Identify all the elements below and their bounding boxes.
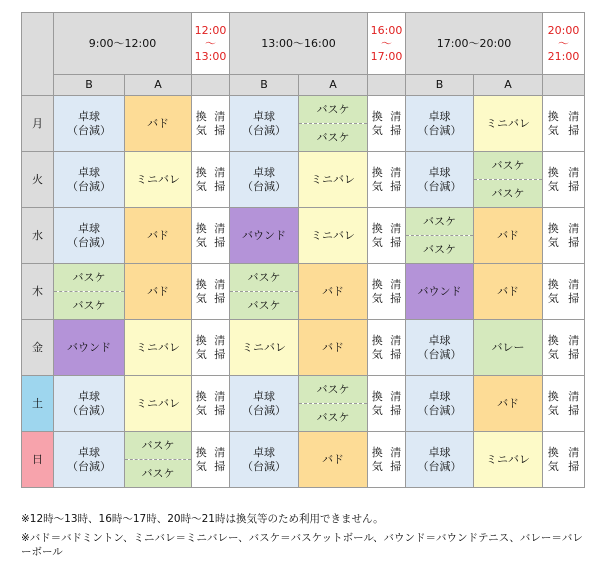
ventilation-char: 清 <box>390 446 402 460</box>
activity-cell <box>299 208 368 264</box>
ventilation-char: 換 <box>371 110 383 124</box>
ventilation-cell <box>368 320 406 376</box>
ventilation-cell <box>543 320 585 376</box>
ventilation-grid <box>368 390 405 416</box>
ventilation-char: 換 <box>371 446 383 460</box>
ventilation-char: 掃 <box>568 403 580 417</box>
activity-cell: バスケ <box>54 264 125 292</box>
ventilation-cell <box>192 208 230 264</box>
activity-cell: バスケ <box>230 292 299 320</box>
activity-cell: バスケ <box>299 404 368 432</box>
gap-blank <box>368 75 406 96</box>
ventilation-char: 換 <box>371 166 383 180</box>
activity-label: （台減） <box>242 403 286 417</box>
ventilation-cell <box>543 376 585 432</box>
ventilation-char: 気 <box>195 235 207 249</box>
ventilation-char: 清 <box>568 334 580 348</box>
ventilation-char: 清 <box>214 166 226 180</box>
ventilation-cell <box>192 264 230 320</box>
ventilation-char: 換 <box>371 278 383 292</box>
ventilation-grid <box>368 334 405 360</box>
ventilation-char: 気 <box>371 291 383 305</box>
activity-label: 卓球 <box>78 166 100 180</box>
activity-cell: バスケ <box>230 264 299 292</box>
activity-cell <box>230 432 299 488</box>
ventilation-char: 清 <box>390 334 402 348</box>
ventilation-char: 清 <box>568 390 580 404</box>
activity-label: （台減） <box>417 403 462 417</box>
activity-cell <box>474 96 543 152</box>
activity-label: （台減） <box>67 235 111 249</box>
ventilation-char: 清 <box>390 166 402 180</box>
activity-label: ミニバレ <box>486 116 530 130</box>
activity-cell <box>230 152 299 208</box>
ventilation-char: 掃 <box>568 123 580 137</box>
ventilation-char: 気 <box>547 123 559 137</box>
activity-cell <box>125 96 192 152</box>
ventilation-char: 気 <box>195 347 207 361</box>
activity-label: 卓球 <box>428 110 451 124</box>
activity-cell <box>406 320 474 376</box>
activity-cell <box>125 208 192 264</box>
ventilation-char: 気 <box>371 123 383 137</box>
activity-cell <box>230 208 299 264</box>
day-label: 金 <box>22 320 54 376</box>
activity-cell <box>474 376 543 432</box>
activity-label: （台減） <box>67 459 111 473</box>
activity-cell <box>230 96 299 152</box>
ventilation-char: 清 <box>390 110 402 124</box>
activity-label: 卓球 <box>428 334 451 348</box>
schedule-body <box>22 96 585 488</box>
activity-label: ミニバレ <box>136 396 180 410</box>
activity-label: 卓球 <box>253 446 275 460</box>
ventilation-char: 気 <box>371 347 383 361</box>
ventilation-cell <box>192 320 230 376</box>
ventilation-char: 清 <box>390 222 402 236</box>
activity-cell <box>406 264 474 320</box>
gap-blank <box>192 75 230 96</box>
activity-label: バド <box>147 284 169 298</box>
ventilation-char: 掃 <box>568 459 580 473</box>
ventilation-char: 掃 <box>390 179 402 193</box>
ventilation-char: 換 <box>547 446 559 460</box>
activity-label: ミニバレ <box>136 172 180 186</box>
day-label: 月 <box>22 96 54 152</box>
activity-label: バド <box>322 284 344 298</box>
activity-cell <box>474 264 543 320</box>
ventilation-grid <box>192 446 229 472</box>
ventilation-char: 掃 <box>390 347 402 361</box>
activity-cell <box>406 432 474 488</box>
header-corner <box>22 13 54 96</box>
ventilation-char: 清 <box>214 110 226 124</box>
activity-cell <box>230 376 299 432</box>
ventilation-char: 掃 <box>390 459 402 473</box>
activity-label: 卓球 <box>428 446 451 460</box>
activity-label: 卓球 <box>428 390 451 404</box>
activity-label: バド <box>322 340 344 354</box>
ventilation-grid <box>192 110 229 136</box>
slot-morning-header: 9:00～12:00 <box>54 13 192 75</box>
ventilation-char: 気 <box>195 459 207 473</box>
activity-cell: バスケ <box>474 152 543 180</box>
activity-cell <box>54 432 125 488</box>
day-row <box>22 264 585 292</box>
ventilation-char: 換 <box>195 390 207 404</box>
ventilation-char: 換 <box>547 222 559 236</box>
ventilation-char: 気 <box>371 179 383 193</box>
ventilation-cell <box>192 96 230 152</box>
day-label: 水 <box>22 208 54 264</box>
ventilation-char: 清 <box>214 334 226 348</box>
ventilation-char: 換 <box>195 222 207 236</box>
ventilation-grid <box>543 222 584 248</box>
activity-label: （台減） <box>242 179 286 193</box>
day-row <box>22 152 585 180</box>
activity-label: （台減） <box>242 123 286 137</box>
ventilation-cell <box>543 432 585 488</box>
ventilation-char: 掃 <box>214 235 226 249</box>
ventilation-char: 掃 <box>568 291 580 305</box>
day-label: 土 <box>22 376 54 432</box>
activity-label: バド <box>497 396 519 410</box>
ventilation-char: 清 <box>568 166 580 180</box>
gap-noon-header: 12:00 ～ 13:00 <box>192 13 230 75</box>
activity-cell <box>125 376 192 432</box>
activity-cell <box>125 320 192 376</box>
ventilation-char: 換 <box>547 390 559 404</box>
day-row <box>22 376 585 404</box>
activity-label: ミニバレ <box>311 228 355 242</box>
ventilation-char: 清 <box>214 222 226 236</box>
activity-label: 卓球 <box>253 110 275 124</box>
activity-label: 卓球 <box>78 110 100 124</box>
ventilation-char: 掃 <box>390 123 402 137</box>
activity-label: （台減） <box>417 179 462 193</box>
ventilation-char: 気 <box>547 291 559 305</box>
activity-cell <box>54 376 125 432</box>
slot-night-header: 17:00～20:00 <box>406 13 543 75</box>
activity-cell <box>54 320 125 376</box>
activity-label: バド <box>147 116 169 130</box>
ventilation-char: 換 <box>547 166 559 180</box>
ventilation-cell <box>368 208 406 264</box>
day-row <box>22 320 585 348</box>
day-row <box>22 208 585 236</box>
ventilation-char: 換 <box>547 278 559 292</box>
ventilation-char: 清 <box>568 278 580 292</box>
activity-label: 卓球 <box>253 166 275 180</box>
court-a-header: A <box>474 75 543 96</box>
ventilation-char: 気 <box>547 235 559 249</box>
ventilation-char: 掃 <box>214 459 226 473</box>
ventilation-grid <box>368 278 405 304</box>
activity-cell <box>406 96 474 152</box>
activity-cell <box>299 152 368 208</box>
day-row <box>22 96 585 124</box>
activity-label: ミニバレ <box>486 452 530 466</box>
ventilation-char: 清 <box>568 110 580 124</box>
activity-label: 卓球 <box>78 446 100 460</box>
activity-cell <box>125 152 192 208</box>
ventilation-char: 換 <box>547 110 559 124</box>
ventilation-grid <box>368 166 405 192</box>
ventilation-char: 掃 <box>214 291 226 305</box>
activity-cell: バスケ <box>406 236 474 264</box>
activity-label: 卓球 <box>78 390 100 404</box>
ventilation-cell <box>543 152 585 208</box>
ventilation-char: 換 <box>195 166 207 180</box>
court-b-header: B <box>406 75 474 96</box>
ventilation-char: 清 <box>568 446 580 460</box>
ventilation-char: 清 <box>568 222 580 236</box>
activity-label: バウンド <box>242 228 286 242</box>
ventilation-cell <box>543 96 585 152</box>
day-row <box>22 432 585 460</box>
ventilation-char: 気 <box>547 179 559 193</box>
activity-cell <box>54 152 125 208</box>
ventilation-grid <box>543 110 584 136</box>
activity-cell <box>474 432 543 488</box>
ventilation-char: 換 <box>195 278 207 292</box>
schedule-table <box>21 12 585 488</box>
ventilation-char: 清 <box>214 278 226 292</box>
court-b-header: B <box>54 75 125 96</box>
activity-cell <box>299 320 368 376</box>
ventilation-cell <box>543 208 585 264</box>
activity-label: バド <box>322 452 344 466</box>
activity-label: （台減） <box>67 403 111 417</box>
activity-label: （台減） <box>417 347 462 361</box>
day-label: 日 <box>22 432 54 488</box>
ventilation-char: 掃 <box>390 403 402 417</box>
ventilation-char: 気 <box>547 403 559 417</box>
ventilation-cell <box>368 152 406 208</box>
ventilation-char: 掃 <box>568 347 580 361</box>
ventilation-cell <box>368 376 406 432</box>
ventilation-char: 気 <box>195 291 207 305</box>
activity-cell: バスケ <box>54 292 125 320</box>
ventilation-cell <box>192 152 230 208</box>
activity-label: バウンド <box>67 340 111 354</box>
ventilation-grid <box>192 166 229 192</box>
note-closed-hours: ※12時～13時、16時～17時、20時～21時は換気等のため利用できません。 <box>21 513 384 525</box>
ventilation-char: 換 <box>195 446 207 460</box>
ventilation-char: 換 <box>195 334 207 348</box>
activity-cell <box>54 96 125 152</box>
ventilation-grid <box>368 110 405 136</box>
activity-cell <box>125 264 192 320</box>
activity-label: （台減） <box>417 459 462 473</box>
ventilation-char: 気 <box>371 403 383 417</box>
ventilation-char: 掃 <box>568 179 580 193</box>
ventilation-grid <box>543 166 584 192</box>
day-label: 木 <box>22 264 54 320</box>
ventilation-char: 換 <box>371 222 383 236</box>
ventilation-char: 清 <box>390 390 402 404</box>
ventilation-char: 清 <box>214 390 226 404</box>
ventilation-grid <box>543 334 584 360</box>
ventilation-grid <box>543 278 584 304</box>
activity-label: バレー <box>491 340 525 354</box>
activity-cell <box>406 376 474 432</box>
activity-cell: バスケ <box>125 460 192 488</box>
ventilation-char: 換 <box>371 334 383 348</box>
activity-cell: バスケ <box>406 208 474 236</box>
activity-cell: バスケ <box>299 376 368 404</box>
ventilation-grid <box>192 390 229 416</box>
activity-cell: バスケ <box>299 124 368 152</box>
ventilation-char: 掃 <box>214 123 226 137</box>
ventilation-cell <box>368 264 406 320</box>
slot-afternoon-header: 13:00～16:00 <box>230 13 368 75</box>
ventilation-grid <box>543 446 584 472</box>
activity-label: （台減） <box>67 179 111 193</box>
court-a-header: A <box>299 75 368 96</box>
ventilation-char: 掃 <box>214 347 226 361</box>
activity-label: ミニバレ <box>311 172 355 186</box>
activity-cell: バスケ <box>299 96 368 124</box>
gap-evening-header: 16:00 ～ 17:00 <box>368 13 406 75</box>
ventilation-char: 気 <box>547 459 559 473</box>
ventilation-char: 気 <box>195 179 207 193</box>
ventilation-grid <box>368 446 405 472</box>
ventilation-char: 掃 <box>390 291 402 305</box>
activity-cell <box>299 264 368 320</box>
ventilation-char: 換 <box>195 110 207 124</box>
ventilation-grid <box>192 334 229 360</box>
activity-cell <box>299 432 368 488</box>
ventilation-cell <box>192 376 230 432</box>
court-b-header: B <box>230 75 299 96</box>
activity-label: バウンド <box>417 284 462 298</box>
activity-label: バド <box>497 228 519 242</box>
ventilation-char: 気 <box>371 235 383 249</box>
activity-label: 卓球 <box>78 222 100 236</box>
activity-label: ミニバレ <box>136 340 180 354</box>
ventilation-char: 気 <box>371 459 383 473</box>
ventilation-cell <box>368 96 406 152</box>
court-a-header: A <box>125 75 192 96</box>
ventilation-cell <box>192 432 230 488</box>
gap-late-header: 20:00 ～ 21:00 <box>543 13 585 75</box>
ventilation-char: 気 <box>195 403 207 417</box>
activity-cell <box>54 208 125 264</box>
ventilation-char: 気 <box>547 347 559 361</box>
activity-label: バド <box>147 228 169 242</box>
activity-cell <box>406 152 474 208</box>
ventilation-grid <box>192 222 229 248</box>
ventilation-char: 清 <box>390 278 402 292</box>
activity-cell <box>230 320 299 376</box>
gap-blank <box>543 75 585 96</box>
activity-label: 卓球 <box>428 166 451 180</box>
note-abbreviations: ※バド＝バドミントン、ミニバレ＝ミニバレー、バスケ＝バスケットボール、バウンド＝バウンドテニス、バレー＝バレーボール <box>21 532 583 558</box>
ventilation-char: 掃 <box>214 179 226 193</box>
ventilation-char: 換 <box>371 390 383 404</box>
ventilation-cell <box>368 432 406 488</box>
activity-label: （台減） <box>242 459 286 473</box>
ventilation-char: 気 <box>195 123 207 137</box>
activity-cell: バスケ <box>125 432 192 460</box>
ventilation-char: 掃 <box>214 403 226 417</box>
ventilation-grid <box>192 278 229 304</box>
notes <box>21 512 586 564</box>
ventilation-cell <box>543 264 585 320</box>
activity-label: 卓球 <box>253 390 275 404</box>
activity-cell <box>474 208 543 264</box>
activity-label: ミニバレ <box>242 340 286 354</box>
activity-label: バド <box>497 284 519 298</box>
activity-cell: バスケ <box>474 180 543 208</box>
ventilation-char: 掃 <box>568 235 580 249</box>
ventilation-grid <box>543 390 584 416</box>
ventilation-char: 換 <box>547 334 559 348</box>
ventilation-char: 掃 <box>390 235 402 249</box>
day-label: 火 <box>22 152 54 208</box>
activity-cell <box>474 320 543 376</box>
activity-label: （台減） <box>67 123 111 137</box>
activity-label: （台減） <box>417 123 462 137</box>
ventilation-char: 清 <box>214 446 226 460</box>
ventilation-grid <box>368 222 405 248</box>
